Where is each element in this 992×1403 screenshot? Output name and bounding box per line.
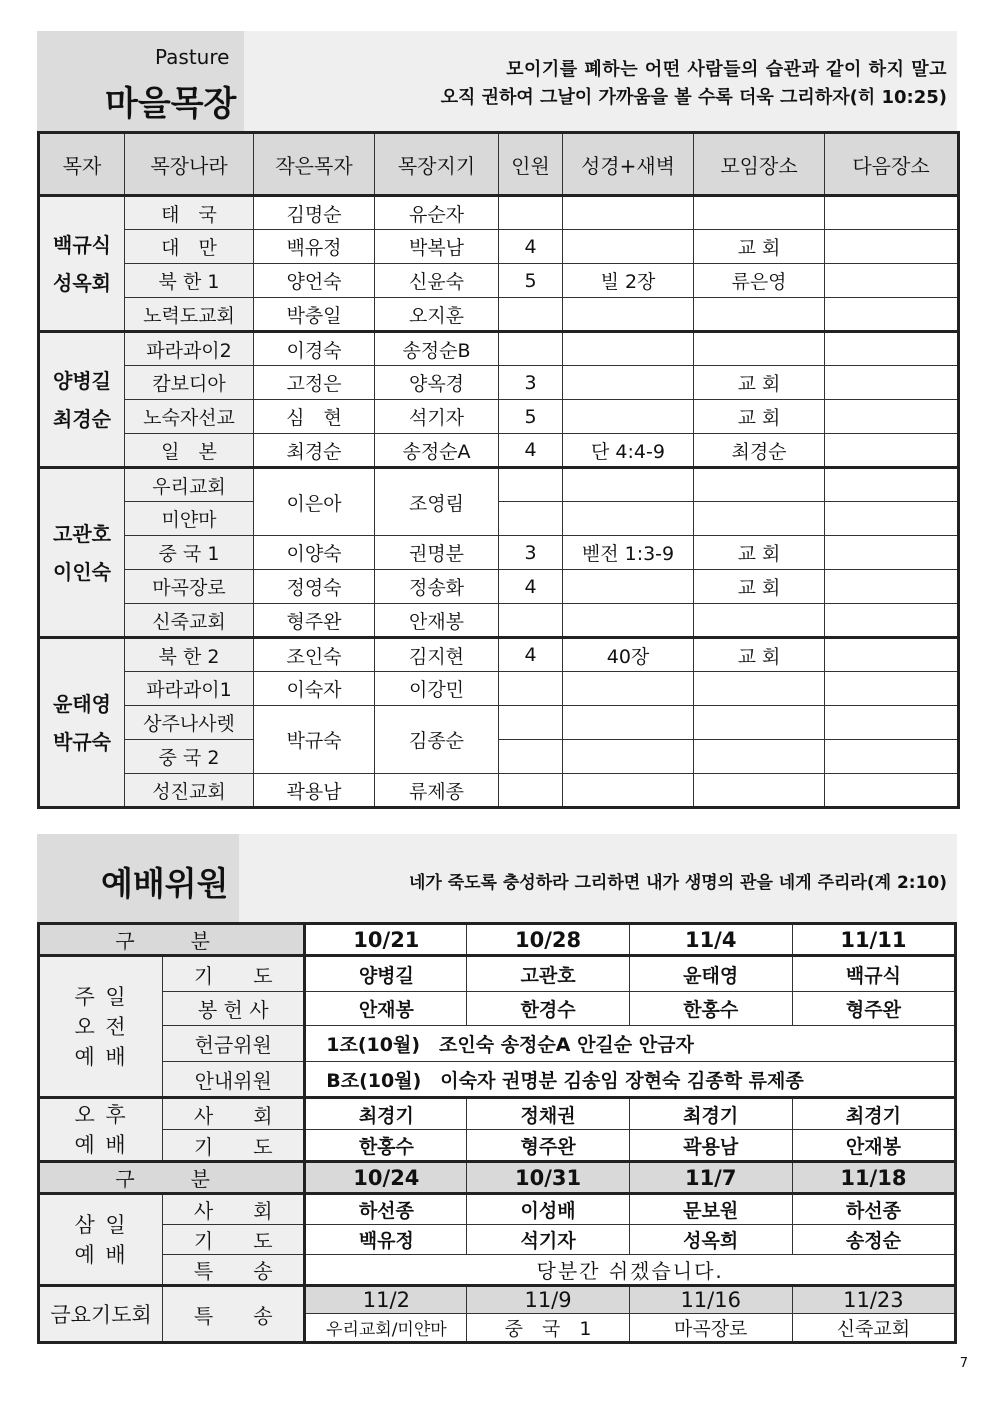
worship-title-box [37,834,239,922]
table-row [39,604,959,638]
name-cell: 하선종 [305,1194,467,1225]
count-cell: 3 [499,366,563,400]
usher-cell: B조(10월) 이숙자 권명분 김송임 장현숙 김종학 류제종 [305,1062,956,1098]
table-row [39,956,956,992]
bible-cell: 벧전 1:3-9 [563,536,694,570]
small-pastor-cell: 백유정 [254,230,375,264]
role-label: 사 회 [163,1194,305,1225]
keeper-cell: 신윤숙 [375,264,499,298]
next-place-cell [825,332,959,366]
name-cell: 최경기 [305,1098,467,1130]
table-row [39,1130,956,1162]
next-place-cell [825,672,959,706]
name-cell: 한경수 [467,992,629,1026]
table-row [39,570,959,604]
next-place-cell [825,536,959,570]
bible-cell [563,298,694,332]
col-header-bible: 성경+새벽 [563,133,694,196]
bible-cell [563,196,694,230]
small-pastor-cell: 박규숙 [254,706,375,774]
keeper-cell: 이강민 [375,672,499,706]
place-cell [694,672,825,706]
place-cell: 교 회 [694,366,825,400]
col-header-keeper: 목장지기 [375,133,499,196]
land-cell: 중 국 2 [125,740,254,774]
table-row [39,536,959,570]
next-place-cell [825,774,959,808]
land-cell: 신죽교회 [125,604,254,638]
count-cell: 4 [499,434,563,468]
small-pastor-cell: 이은아 [254,468,375,536]
date-cell: 11/2 [305,1286,467,1314]
col-header-next-place: 다음장소 [825,133,959,196]
col-header-count: 인원 [499,133,563,196]
role-label: 봉 헌 사 [163,992,305,1026]
pastor-name: 윤태영 [53,691,111,716]
pasture-header [37,31,957,131]
pasture-subtitle: Pasture [155,45,230,69]
place-cell [694,502,825,536]
table-row [39,672,959,706]
name-cell: 안재봉 [305,992,467,1026]
date-cell: 11/11 [792,924,955,956]
land-cell: 중 국 1 [125,536,254,570]
table-row [39,924,956,956]
land-cell: 마곡장로 [125,570,254,604]
role-label: 특 송 [163,1255,305,1286]
bible-cell [563,332,694,366]
name-cell: 우리교회/미얀마 [305,1314,467,1343]
place-cell [694,774,825,808]
label-line: 예 배 [74,1242,128,1267]
place-cell [694,604,825,638]
name-cell: 윤태영 [629,956,792,992]
role-label: 특 송 [163,1286,305,1343]
keeper-cell: 안재봉 [375,604,499,638]
name-cell: 형주완 [467,1130,629,1162]
small-pastor-cell: 김명순 [254,196,375,230]
small-pastor-cell: 형주완 [254,604,375,638]
label-line: 오 후 [74,1102,128,1127]
place-cell [694,740,825,774]
col-header-small-pastor: 작은목자 [254,133,375,196]
name-cell: 중 국 1 [467,1314,629,1343]
date-cell: 11/7 [629,1162,792,1194]
name-cell: 양병길 [305,956,467,992]
pastor-name: 성옥회 [53,270,111,295]
col-header-pastor: 목자 [39,133,125,196]
name-cell: 한홍수 [629,992,792,1026]
gubun-label: 구 분 [39,924,305,956]
name-cell: 이성배 [467,1194,629,1225]
table-row [39,740,959,774]
keeper-cell: 송정순A [375,434,499,468]
next-place-cell [825,638,959,672]
next-place-cell [825,604,959,638]
table-row [39,468,959,502]
date-cell: 10/28 [467,924,629,956]
place-cell: 최경순 [694,434,825,468]
count-cell: 3 [499,536,563,570]
count-cell [499,672,563,706]
table-row [39,1162,956,1194]
bible-cell [563,230,694,264]
table-row [39,706,959,740]
bible-cell [563,774,694,808]
next-place-cell [825,706,959,740]
name-cell: 백유정 [305,1225,467,1255]
count-cell: 5 [499,264,563,298]
date-cell: 11/9 [467,1286,629,1314]
table-row [39,264,959,298]
keeper-cell: 김종순 [375,706,499,774]
place-cell [694,706,825,740]
small-pastor-cell: 이경숙 [254,332,375,366]
keeper-cell: 김지현 [375,638,499,672]
name-cell: 곽용남 [629,1130,792,1162]
land-cell: 캄보디아 [125,366,254,400]
place-cell [694,332,825,366]
pasture-title: 마을목장 [105,84,237,124]
pastor-name: 백규식 [53,232,111,257]
role-label: 안내위원 [163,1062,305,1098]
count-cell [499,298,563,332]
worship-header [37,834,957,922]
keeper-cell: 박복남 [375,230,499,264]
land-cell: 북 한 2 [125,638,254,672]
count-cell: 4 [499,570,563,604]
bible-cell: 빌 2장 [563,264,694,298]
keeper-cell: 조영림 [375,468,499,536]
land-cell: 미얀마 [125,502,254,536]
count-cell [499,706,563,740]
table-row [39,230,959,264]
pastor-name: 이인숙 [53,559,111,584]
sunday-morning-label [39,956,163,1098]
wed-special-cell: 당분간 쉬겠습니다. [305,1255,956,1286]
keeper-cell: 양옥경 [375,366,499,400]
pasture-title-box [37,31,244,131]
role-label: 기 도 [163,1130,305,1162]
land-cell: 태 국 [125,196,254,230]
table-row [39,196,959,230]
land-cell: 파라과이2 [125,332,254,366]
table-row [39,1194,956,1225]
name-cell: 석기자 [467,1225,629,1255]
pastor-name: 최경순 [53,406,111,431]
count-cell: 4 [499,230,563,264]
table-row [39,366,959,400]
count-cell [499,468,563,502]
next-place-cell [825,502,959,536]
next-place-cell [825,400,959,434]
name-cell: 형주완 [792,992,955,1026]
place-cell [694,468,825,502]
name-cell: 한홍수 [305,1130,467,1162]
name-cell: 마곡장로 [629,1314,792,1343]
pastor-name: 양병길 [53,368,111,393]
date-cell: 11/18 [792,1162,955,1194]
label-line: 예 배 [74,1044,128,1069]
bible-cell [563,706,694,740]
table-row [39,502,959,536]
keeper-cell: 석기자 [375,400,499,434]
pastor-name: 박규숙 [53,729,111,754]
count-cell [499,196,563,230]
name-cell: 송정순 [792,1225,955,1255]
afternoon-label [39,1098,163,1162]
role-label: 기 도 [163,956,305,992]
bible-cell [563,400,694,434]
place-cell [694,196,825,230]
bible-cell [563,604,694,638]
pastor-cell [39,332,125,468]
date-cell: 11/16 [629,1286,792,1314]
place-cell: 교 회 [694,536,825,570]
keeper-cell: 정송화 [375,570,499,604]
next-place-cell [825,196,959,230]
col-header-land: 목장나라 [125,133,254,196]
small-pastor-cell: 양언숙 [254,264,375,298]
keeper-cell: 오지훈 [375,298,499,332]
friday-label: 금요기도회 [39,1286,163,1343]
count-cell [499,502,563,536]
offering-committee-cell: 1조(10월) 조인숙 송정순A 안길순 안금자 [305,1026,956,1062]
place-cell: 교 회 [694,230,825,264]
land-cell: 파라과이1 [125,672,254,706]
land-cell: 노숙자선교 [125,400,254,434]
bible-cell [563,366,694,400]
keeper-cell: 유순자 [375,196,499,230]
pasture-verse-line2: 오직 권하여 그날이 가까움을 볼 수록 더욱 그리하자(히 10:25) [440,87,947,108]
count-cell [499,774,563,808]
next-place-cell [825,570,959,604]
date-cell: 10/31 [467,1162,629,1194]
land-cell: 노력도교회 [125,298,254,332]
pasture-header-row [39,133,959,196]
worship-table [37,922,957,1344]
count-cell [499,604,563,638]
small-pastor-cell: 이숙자 [254,672,375,706]
table-row [39,1225,956,1255]
table-row [39,1286,956,1314]
count-cell: 4 [499,638,563,672]
small-pastor-cell: 곽용남 [254,774,375,808]
next-place-cell [825,366,959,400]
col-header-place: 모임장소 [694,133,825,196]
table-row [39,298,959,332]
worship-title: 예배위원 [101,864,229,903]
place-cell: 교 회 [694,638,825,672]
pastor-cell [39,196,125,332]
date-cell: 11/4 [629,924,792,956]
count-cell: 5 [499,400,563,434]
bible-cell [563,502,694,536]
next-place-cell [825,298,959,332]
table-row [39,638,959,672]
place-cell: 류은영 [694,264,825,298]
label-line: 오 전 [74,1014,128,1039]
role-label: 기 도 [163,1225,305,1255]
table-row [39,1026,956,1062]
bible-cell [563,672,694,706]
gubun-label: 구 분 [39,1162,305,1194]
small-pastor-cell: 고정은 [254,366,375,400]
table-row [39,434,959,468]
label-line: 예 배 [74,1132,128,1157]
small-pastor-cell: 조인숙 [254,638,375,672]
bible-cell [563,468,694,502]
bible-cell [563,570,694,604]
land-cell: 성진교회 [125,774,254,808]
next-place-cell [825,740,959,774]
date-cell: 10/21 [305,924,467,956]
label-line: 삼 일 [74,1212,128,1237]
small-pastor-cell: 이양숙 [254,536,375,570]
table-row [39,1098,956,1130]
pastor-cell [39,468,125,638]
name-cell: 최경기 [629,1098,792,1130]
land-cell: 상주나사렛 [125,706,254,740]
name-cell: 고관호 [467,956,629,992]
table-row [39,992,956,1026]
table-row [39,332,959,366]
pastor-name: 고관호 [53,521,111,546]
bible-cell: 단 4:4-9 [563,434,694,468]
keeper-cell: 송정순B [375,332,499,366]
next-place-cell [825,264,959,298]
bible-cell [563,740,694,774]
table-row [39,1255,956,1286]
small-pastor-cell: 최경순 [254,434,375,468]
land-cell: 북 한 1 [125,264,254,298]
name-cell: 하선종 [792,1194,955,1225]
table-row [39,774,959,808]
page-number: 7 [959,1356,968,1371]
count-cell [499,740,563,774]
small-pastor-cell: 박충일 [254,298,375,332]
next-place-cell [825,468,959,502]
role-label: 사 회 [163,1098,305,1130]
name-cell: 신죽교회 [792,1314,955,1343]
table-row [39,400,959,434]
keeper-cell: 류제종 [375,774,499,808]
place-cell: 교 회 [694,570,825,604]
place-cell: 교 회 [694,400,825,434]
small-pastor-cell: 정영숙 [254,570,375,604]
pastor-cell [39,638,125,808]
name-cell: 성옥희 [629,1225,792,1255]
wednesday-label [39,1194,163,1286]
place-cell [694,298,825,332]
count-cell [499,332,563,366]
pasture-verse-line1: 모이기를 폐하는 어떤 사람들의 습관과 같이 하지 말고 [506,59,947,80]
name-cell: 정채권 [467,1098,629,1130]
land-cell: 우리교회 [125,468,254,502]
next-place-cell [825,434,959,468]
label-line: 주 일 [74,984,128,1009]
land-cell: 대 만 [125,230,254,264]
role-label: 헌금위원 [163,1026,305,1062]
name-cell: 안재봉 [792,1130,955,1162]
small-pastor-cell: 심 현 [254,400,375,434]
worship-verse: 네가 죽도록 충성하라 그리하면 내가 생명의 관을 네게 주리라(계 2:10) [408,873,947,893]
date-cell: 10/24 [305,1162,467,1194]
pasture-table [37,131,960,809]
date-cell: 11/23 [792,1286,955,1314]
name-cell: 백규식 [792,956,955,992]
bible-cell: 40장 [563,638,694,672]
table-row [39,1062,956,1098]
land-cell: 일 본 [125,434,254,468]
name-cell: 문보원 [629,1194,792,1225]
name-cell: 최경기 [792,1098,955,1130]
next-place-cell [825,230,959,264]
keeper-cell: 권명분 [375,536,499,570]
